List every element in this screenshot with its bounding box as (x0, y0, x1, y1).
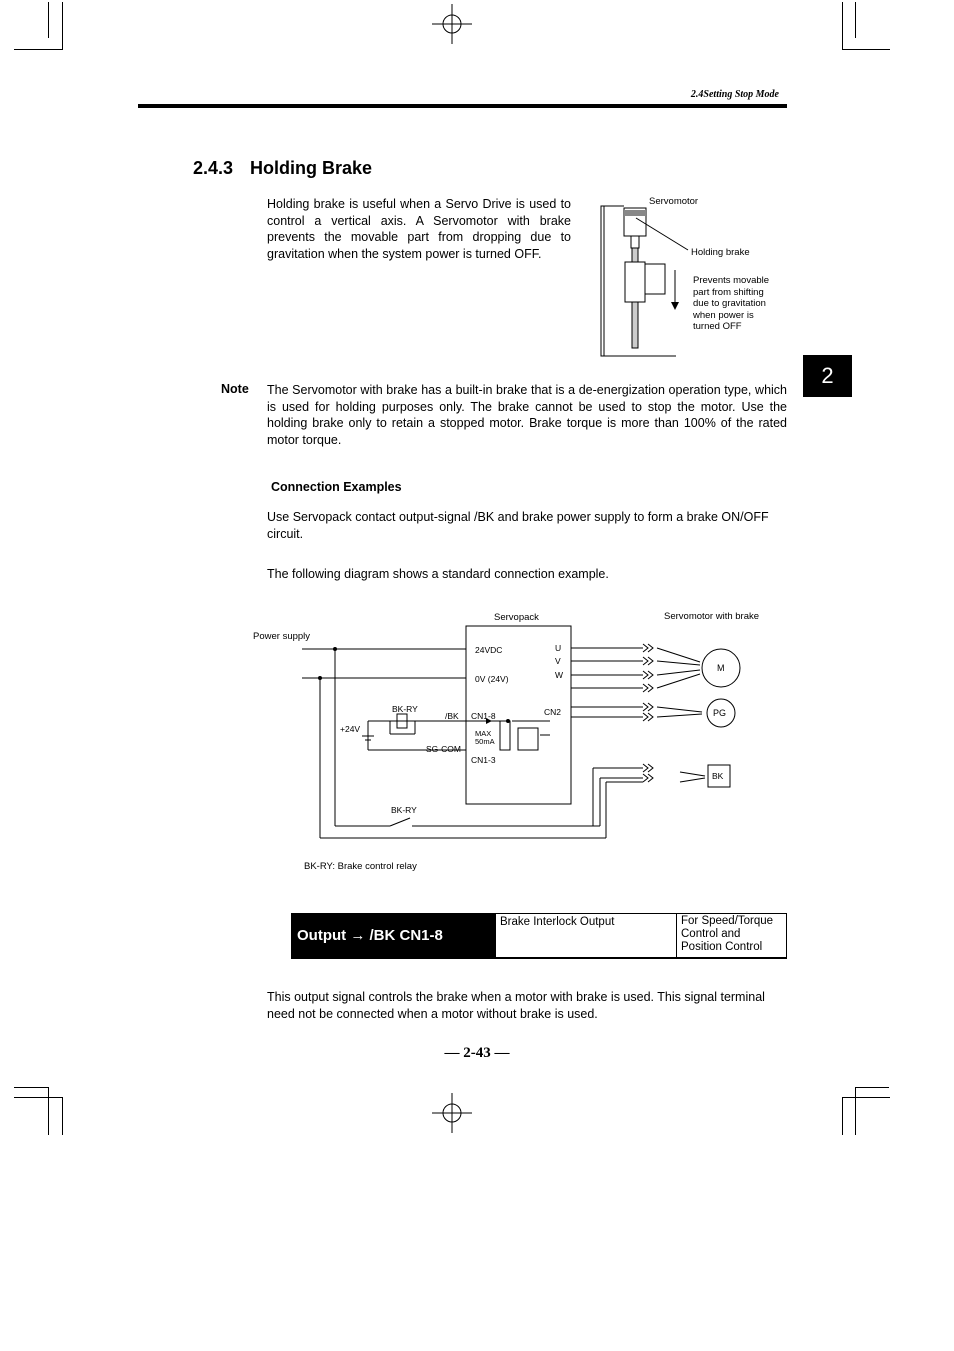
bkry-bottom-label: BK-RY (391, 805, 417, 815)
power-supply-label: Power supply (253, 631, 311, 642)
cn1-3-label: CN1-3 (471, 755, 496, 765)
final-paragraph: This output signal controls the brake when a motor with brake is used. This signal terminal need not be connected when a motor without brake is used. (267, 990, 765, 1021)
plus24-label: +24V (340, 724, 361, 734)
note-text: The Servomotor with brake has a built-in brake that is a de-energization operation type, which is used for holding purposes only. The brake cannot be used to stop the motor. Use the holding brake only to retain a stopped motor. Brake torque is more than 100% of the rated motor torque. (267, 383, 787, 447)
servomotor-brake-label: Servomotor with brake (664, 611, 760, 622)
diagram-caption: BK-RY: Brake control relay (304, 861, 417, 872)
connection-paragraph-1: Use Servopack contact output-signal /BK and brake power supply to form a brake ON/OFF circuit. (267, 510, 769, 541)
output-signal-applies: For Speed/Torque Control and Position Control (676, 913, 787, 957)
servopack-label: Servopack (494, 612, 539, 623)
pg-label: PG (713, 708, 727, 718)
connection-diagram (250, 600, 790, 880)
section-title (193, 158, 372, 179)
registration-mark-bottom (432, 1093, 472, 1133)
bk-signal-label: /BK (445, 711, 459, 721)
chapter-tab: 2 (803, 355, 852, 397)
cn2-label: CN2 (544, 707, 562, 717)
v-label: V (555, 656, 561, 666)
sgcom-label: SG-COM (426, 744, 461, 754)
motor-label: M (717, 663, 725, 673)
note-label: Note (221, 382, 249, 396)
connection-heading: Connection Examples (271, 480, 402, 494)
w-label: W (555, 670, 564, 680)
u-label: U (555, 643, 562, 653)
header-rule (138, 104, 787, 108)
bk-box-label: BK (712, 771, 724, 781)
intro-paragraph: Holding brake is useful when a Servo Drive is used to control a vertical axis. A Servomotor with brake prevents the movable part from dropping due to gravitation when the system power is turned OFF. (267, 197, 571, 261)
v0-label: 0V (24V) (475, 674, 509, 684)
max-label: MAX (475, 729, 492, 738)
prevents-label: Prevents movable part from shifting due to gravitation when power is turned OFF (693, 275, 770, 332)
ma-label: 50mA (475, 737, 495, 746)
running-head: 2.4Setting Stop Mode (690, 89, 779, 100)
output-signal-description: Brake Interlock Output (496, 913, 676, 957)
holding-brake-label: Holding brake (691, 247, 750, 258)
registration-mark-top (432, 4, 472, 44)
servomotor-label: Servomotor (649, 196, 699, 207)
connection-paragraph-2: The following diagram shows a standard connection example. (267, 567, 609, 581)
bkry-top-label: BK-RY (392, 704, 418, 714)
section-number: 2.4.3 (193, 158, 234, 178)
output-signal-name: Output → /BK CN1-8 (291, 913, 496, 957)
output-signal-table (291, 913, 787, 959)
cn1-8-label: CN1-8 (471, 711, 496, 721)
page-number: — 2-43 — (444, 1045, 510, 1061)
section-title-text: Holding Brake (250, 158, 373, 178)
v24dc-label: 24VDC (475, 645, 503, 655)
